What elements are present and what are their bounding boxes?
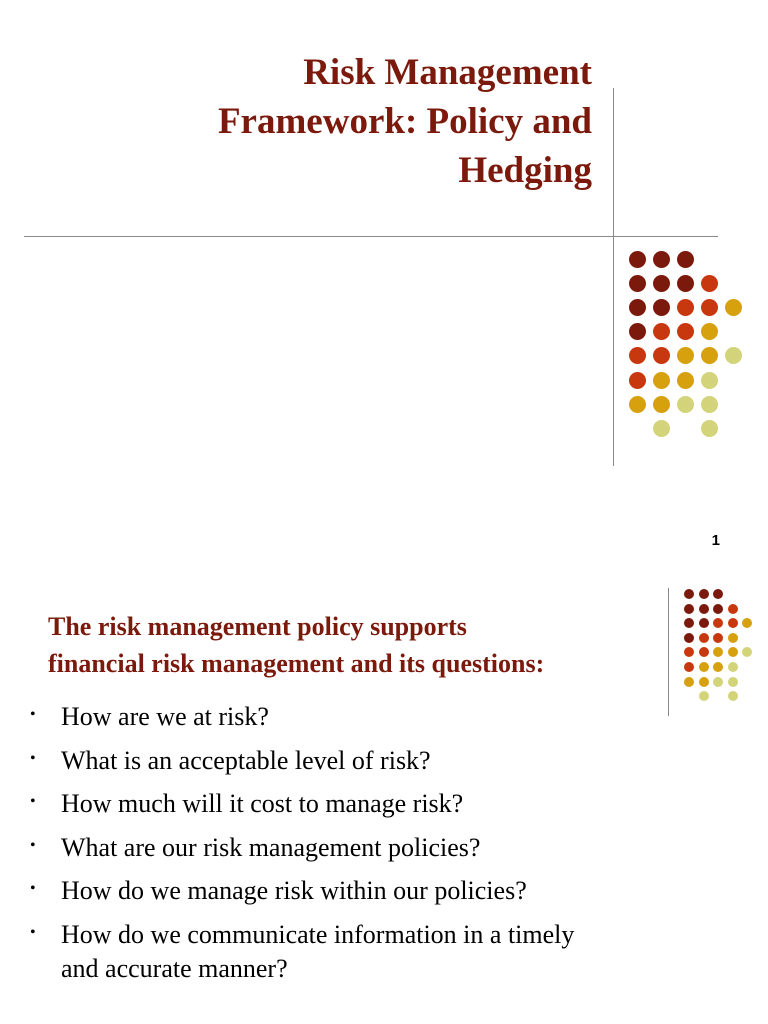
decorative-dot [713, 633, 723, 643]
decorative-dot [684, 589, 694, 599]
decorative-dot [742, 647, 752, 657]
decorative-dot [701, 372, 718, 389]
decorative-dot [701, 275, 718, 292]
bullet-mark: • [30, 923, 36, 941]
bullet-mark: • [30, 706, 36, 723]
decorative-dot [653, 420, 670, 437]
title-line-1: Risk Management [303, 52, 592, 93]
bullet-item [28, 700, 708, 734]
decorative-dot [701, 323, 718, 340]
decorative-dot [701, 347, 718, 364]
page-number: 1 [711, 532, 720, 549]
bullet-text: How do we communicate information in a timely [61, 919, 575, 949]
decorative-dot [699, 647, 709, 657]
decorative-dot [677, 372, 694, 389]
decorative-dot [728, 677, 738, 687]
bullet-mark: • [30, 793, 36, 810]
bullet-mark: • [30, 836, 36, 854]
bullet-mark: • [30, 749, 36, 767]
decorative-dot [742, 618, 752, 628]
decorative-dot [699, 589, 709, 599]
decorative-dot [684, 633, 694, 643]
decorative-dot [653, 275, 670, 292]
bullet-item [28, 744, 708, 778]
decorative-dot [701, 396, 718, 413]
decorative-dot [684, 647, 694, 657]
bullet-item [28, 831, 708, 865]
decorative-dot [629, 396, 646, 413]
decorative-dot [699, 662, 709, 672]
decorative-dot [653, 323, 670, 340]
decorative-dot [677, 396, 694, 413]
decorative-dot [699, 618, 709, 628]
decorative-dot [699, 604, 709, 614]
decorative-dot [728, 604, 738, 614]
bullet-list [28, 700, 708, 995]
decorative-dot [629, 347, 646, 364]
bullet-text: What is an acceptable level of risk? [61, 745, 431, 775]
decorative-dot [677, 275, 694, 292]
bullet-item [28, 918, 708, 986]
decorative-dot [629, 323, 646, 340]
bullet-text: What are our risk management policies? [61, 832, 481, 862]
decorative-dot [677, 251, 694, 268]
content-slide [0, 572, 768, 1024]
decorative-dot [653, 396, 670, 413]
heading-line-2: financial risk management and its questions: [48, 649, 545, 678]
decorative-dot [653, 299, 670, 316]
decorative-dot [713, 647, 723, 657]
decorative-dot [653, 251, 670, 268]
decorative-dot [677, 299, 694, 316]
decorative-dot [677, 347, 694, 364]
vertical-divider [613, 88, 614, 466]
decorative-dot [713, 618, 723, 628]
decorative-dot [653, 347, 670, 364]
bullet-item [28, 787, 708, 821]
decorative-dot [653, 372, 670, 389]
decorative-dot [701, 299, 718, 316]
decorative-dot [713, 604, 723, 614]
decorative-dot [728, 618, 738, 628]
bullet-text: How do we manage risk within our policies? [61, 876, 527, 905]
decorative-dot [728, 633, 738, 643]
decorative-dot [713, 589, 723, 599]
bullet-text: How are we at risk? [61, 702, 269, 731]
decorative-dot [699, 677, 709, 687]
decorative-dot [699, 633, 709, 643]
decorative-dot [684, 604, 694, 614]
heading-line-1: The risk management policy supports [48, 612, 467, 641]
bullet-text: and accurate manner? [61, 953, 288, 983]
decorative-dot [728, 647, 738, 657]
decorative-dot [629, 275, 646, 292]
decorative-dot [713, 677, 723, 687]
decorative-dot [728, 662, 738, 672]
decorative-dot [677, 323, 694, 340]
decorative-dot [684, 662, 694, 672]
decorative-dot [725, 347, 742, 364]
bullet-item [28, 874, 708, 908]
slide-title [218, 48, 592, 195]
bullet-text: How much will it cost to manage risk? [61, 789, 464, 818]
slide-heading [48, 608, 544, 682]
decorative-dot [728, 691, 738, 701]
title-line-2: Framework: Policy and [217, 101, 592, 142]
decorative-dot [629, 372, 646, 389]
decorative-dot [684, 677, 694, 687]
decorative-dot [684, 618, 694, 628]
title-line-3: Hedging [458, 150, 592, 191]
decorative-dot [629, 251, 646, 268]
vertical-divider [668, 588, 669, 716]
decorative-dot [629, 299, 646, 316]
decorative-dot [713, 662, 723, 672]
decorative-dot [701, 420, 718, 437]
bullet-mark: • [30, 880, 36, 897]
decorative-dot [725, 299, 742, 316]
